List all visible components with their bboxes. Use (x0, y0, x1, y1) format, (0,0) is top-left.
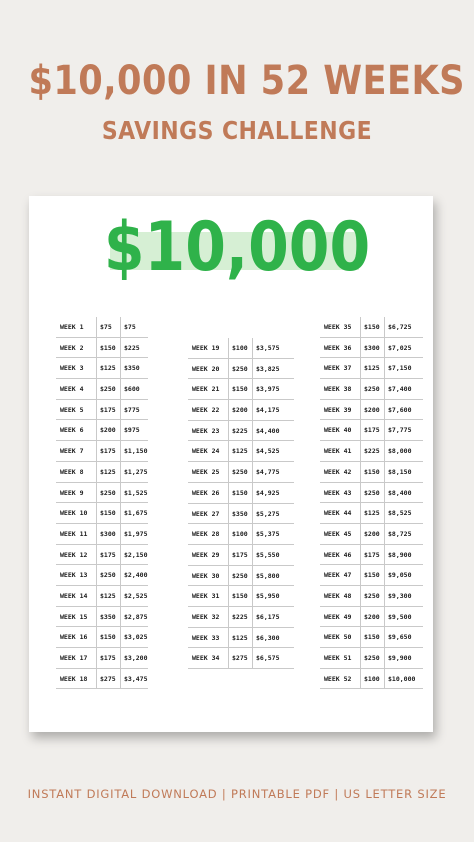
deposit-amount: $200 (364, 405, 380, 414)
week-label: WEEK 15 (60, 612, 88, 621)
week-label: WEEK 16 (60, 633, 88, 642)
week-label: WEEK 49 (324, 612, 352, 621)
running-total: $8,400 (388, 488, 412, 497)
week-label: WEEK 4 (60, 385, 84, 394)
running-total: $775 (124, 405, 140, 414)
table-row (56, 420, 148, 441)
table-row (320, 400, 423, 421)
week-label: WEEK 12 (60, 550, 88, 559)
running-total: $6,575 (256, 654, 280, 663)
table-row (320, 586, 423, 607)
table-row (56, 565, 148, 586)
running-total: $7,025 (388, 343, 412, 352)
running-total: $6,725 (388, 323, 412, 331)
deposit-amount: $175 (100, 654, 116, 662)
deposit-amount: $175 (100, 405, 116, 414)
savings-goal-amount: $10,000 (103, 208, 371, 287)
running-total: $8,000 (388, 447, 412, 456)
running-total: $4,775 (256, 468, 280, 477)
running-total: $9,050 (388, 571, 412, 580)
table-row (320, 627, 423, 648)
table-row (320, 648, 423, 669)
table-row (56, 317, 148, 338)
table-row (56, 462, 148, 483)
running-total: $3,025 (124, 633, 148, 642)
week-label: WEEK 20 (192, 364, 220, 373)
week-label: WEEK 21 (192, 385, 220, 394)
running-total: $7,775 (388, 426, 412, 435)
table-row (56, 607, 148, 628)
running-total: $2,525 (124, 591, 148, 600)
week-label: WEEK 40 (324, 426, 352, 435)
table-row (320, 607, 423, 628)
running-total: $2,875 (124, 612, 148, 621)
table-row (188, 379, 294, 400)
week-label: WEEK 22 (192, 406, 220, 415)
week-label: WEEK 31 (192, 592, 220, 601)
table-row (56, 648, 148, 669)
deposit-amount: $100 (364, 674, 380, 683)
running-total: $10,000 (388, 674, 416, 683)
week-label: WEEK 18 (60, 674, 88, 683)
page-title: $10,000 IN 52 WEEKS (28, 58, 465, 104)
week-label: WEEK 8 (60, 467, 84, 476)
table-row (188, 524, 294, 545)
running-total: $8,525 (388, 509, 412, 518)
table-row (320, 503, 423, 524)
table-row (56, 338, 148, 359)
table-row (320, 441, 423, 462)
week-label: WEEK 19 (192, 344, 220, 352)
deposit-amount: $250 (364, 488, 380, 497)
running-total: $4,925 (256, 488, 280, 497)
table-row (320, 379, 423, 400)
running-total: $3,575 (256, 344, 280, 352)
running-total: $3,475 (124, 674, 148, 683)
deposit-amount: $100 (232, 344, 248, 352)
week-label: WEEK 52 (324, 674, 352, 683)
running-total: $9,300 (388, 591, 412, 600)
week-label: WEEK 43 (324, 488, 352, 497)
deposit-amount: $175 (364, 550, 380, 559)
week-label: WEEK 36 (324, 343, 352, 352)
running-total: $5,800 (256, 571, 280, 580)
deposit-amount: $225 (232, 426, 248, 435)
running-total: $3,975 (256, 385, 280, 394)
table-row (188, 483, 294, 504)
deposit-amount: $250 (100, 488, 116, 497)
table-row (56, 503, 148, 524)
running-total: $5,950 (256, 592, 280, 601)
deposit-amount: $250 (100, 571, 116, 580)
running-total: $2,150 (124, 550, 148, 559)
running-total: $6,300 (256, 633, 280, 642)
product-info-footer: INSTANT DIGITAL DOWNLOAD | PRINTABLE PDF | US LETTER SIZE (27, 787, 447, 801)
week-label: WEEK 37 (324, 364, 352, 373)
running-total: $4,400 (256, 426, 280, 435)
table-row (320, 565, 423, 586)
week-label: WEEK 14 (60, 591, 88, 600)
deposit-amount: $350 (232, 509, 248, 518)
deposit-amount: $150 (232, 385, 248, 394)
running-total: $2,400 (124, 571, 148, 580)
week-label: WEEK 29 (192, 550, 220, 559)
deposit-amount: $350 (100, 612, 116, 621)
table-row (188, 462, 294, 483)
running-total: $3,200 (124, 654, 148, 662)
running-total: $3,825 (256, 364, 280, 373)
table-row (56, 400, 148, 421)
running-total: $5,375 (256, 530, 280, 539)
running-total: $4,175 (256, 406, 280, 415)
deposit-amount: $175 (364, 426, 380, 435)
table-row (320, 669, 423, 690)
running-total: $8,150 (388, 467, 412, 476)
table-row (188, 504, 294, 525)
week-label: WEEK 50 (324, 633, 352, 642)
running-total: $600 (124, 385, 140, 394)
running-total: $1,975 (124, 529, 148, 538)
deposit-amount: $150 (364, 633, 380, 642)
week-label: WEEK 28 (192, 530, 220, 539)
savings-table-column-1 (56, 317, 148, 689)
running-total: $9,900 (388, 654, 412, 662)
deposit-amount: $150 (364, 323, 380, 331)
week-label: WEEK 39 (324, 405, 352, 414)
running-total: $4,525 (256, 447, 280, 456)
week-label: WEEK 41 (324, 447, 352, 456)
week-label: WEEK 30 (192, 571, 220, 580)
deposit-amount: $125 (364, 364, 380, 373)
running-total: $7,400 (388, 385, 412, 394)
running-total: $975 (124, 426, 140, 435)
deposit-amount: $250 (364, 591, 380, 600)
deposit-amount: $125 (232, 633, 248, 642)
week-label: WEEK 7 (60, 447, 84, 456)
deposit-amount: $150 (364, 571, 380, 580)
deposit-amount: $200 (232, 406, 248, 415)
running-total: $1,150 (124, 447, 148, 456)
week-label: WEEK 13 (60, 571, 88, 580)
week-label: WEEK 44 (324, 509, 352, 518)
table-row (56, 586, 148, 607)
table-row (56, 545, 148, 566)
week-label: WEEK 24 (192, 447, 220, 456)
table-row (188, 607, 294, 628)
week-label: WEEK 32 (192, 612, 220, 621)
deposit-amount: $150 (232, 592, 248, 601)
deposit-amount: $125 (100, 467, 116, 476)
running-total: $7,150 (388, 364, 412, 373)
deposit-amount: $175 (232, 550, 248, 559)
table-row (56, 358, 148, 379)
week-label: WEEK 51 (324, 654, 352, 662)
deposit-amount: $150 (100, 509, 116, 518)
deposit-amount: $200 (100, 426, 116, 435)
deposit-amount: $100 (232, 530, 248, 539)
deposit-amount: $250 (232, 571, 248, 580)
running-total: $7,600 (388, 405, 412, 414)
running-total: $5,275 (256, 509, 280, 518)
running-total: $1,675 (124, 509, 148, 518)
week-label: WEEK 45 (324, 529, 352, 538)
week-label: WEEK 5 (60, 405, 84, 414)
deposit-amount: $275 (232, 654, 248, 663)
running-total: $9,650 (388, 633, 412, 642)
running-total: $75 (124, 323, 136, 331)
week-label: WEEK 46 (324, 550, 352, 559)
deposit-amount: $225 (364, 447, 380, 456)
week-label: WEEK 34 (192, 654, 220, 663)
running-total: $350 (124, 364, 140, 373)
deposit-amount: $75 (100, 323, 112, 331)
deposit-amount: $150 (364, 467, 380, 476)
running-total: $1,275 (124, 467, 148, 476)
deposit-amount: $125 (232, 447, 248, 456)
week-label: WEEK 6 (60, 426, 84, 435)
table-row (188, 421, 294, 442)
deposit-amount: $225 (232, 612, 248, 621)
deposit-amount: $200 (364, 529, 380, 538)
week-label: WEEK 27 (192, 509, 220, 518)
table-row (56, 627, 148, 648)
deposit-amount: $300 (364, 343, 380, 352)
table-row (56, 669, 148, 690)
table-row (56, 441, 148, 462)
table-row (188, 359, 294, 380)
page-subtitle: SAVINGS CHALLENGE (101, 116, 373, 145)
table-row (188, 441, 294, 462)
week-label: WEEK 26 (192, 488, 220, 497)
week-label: WEEK 1 (60, 323, 84, 331)
table-row (320, 420, 423, 441)
deposit-amount: $125 (100, 364, 116, 373)
week-label: WEEK 42 (324, 467, 352, 476)
savings-table-column-2 (188, 338, 294, 669)
running-total: $6,175 (256, 612, 280, 621)
table-row (320, 338, 423, 359)
table-row (188, 545, 294, 566)
table-row (320, 358, 423, 379)
running-total: $1,525 (124, 488, 148, 497)
table-row (320, 317, 423, 338)
running-total: $9,500 (388, 612, 412, 621)
deposit-amount: $250 (100, 385, 116, 394)
table-row (320, 545, 423, 566)
deposit-amount: $150 (100, 343, 116, 352)
week-label: WEEK 10 (60, 509, 88, 518)
table-row (188, 400, 294, 421)
running-total: $8,725 (388, 529, 412, 538)
deposit-amount: $150 (232, 488, 248, 497)
deposit-amount: $200 (364, 612, 380, 621)
running-total: $8,900 (388, 550, 412, 559)
table-row (320, 462, 423, 483)
week-label: WEEK 17 (60, 654, 88, 662)
running-total: $225 (124, 343, 140, 352)
week-label: WEEK 47 (324, 571, 352, 580)
week-label: WEEK 38 (324, 385, 352, 394)
deposit-amount: $175 (100, 447, 116, 456)
deposit-amount: $125 (364, 509, 380, 518)
table-row (188, 566, 294, 587)
table-row (320, 483, 423, 504)
deposit-amount: $250 (364, 654, 380, 662)
week-label: WEEK 9 (60, 488, 84, 497)
week-label: WEEK 11 (60, 529, 88, 538)
savings-table-column-3 (320, 317, 423, 689)
deposit-amount: $300 (100, 529, 116, 538)
table-row (56, 483, 148, 504)
week-label: WEEK 35 (324, 323, 352, 331)
week-label: WEEK 25 (192, 468, 220, 477)
week-label: WEEK 23 (192, 426, 220, 435)
week-label: WEEK 48 (324, 591, 352, 600)
table-row (188, 586, 294, 607)
table-row (56, 379, 148, 400)
table-row (188, 338, 294, 359)
deposit-amount: $150 (100, 633, 116, 642)
week-label: WEEK 2 (60, 343, 84, 352)
deposit-amount: $250 (364, 385, 380, 394)
deposit-amount: $275 (100, 674, 116, 683)
running-total: $5,550 (256, 550, 280, 559)
table-row (188, 648, 294, 669)
table-row (320, 524, 423, 545)
table-row (188, 628, 294, 649)
deposit-amount: $125 (100, 591, 116, 600)
deposit-amount: $175 (100, 550, 116, 559)
deposit-amount: $250 (232, 364, 248, 373)
week-label: WEEK 3 (60, 364, 84, 373)
week-label: WEEK 33 (192, 633, 220, 642)
table-row (56, 524, 148, 545)
deposit-amount: $250 (232, 468, 248, 477)
